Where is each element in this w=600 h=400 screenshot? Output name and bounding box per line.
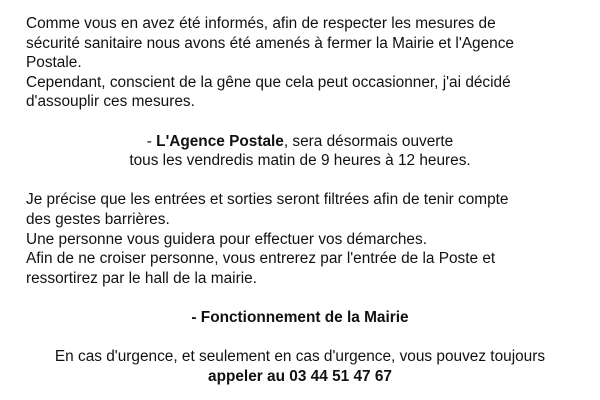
agence-hours: tous les vendredis matin de 9 heures à 12 heures.	[129, 152, 471, 170]
agence-postale-section	[26, 132, 574, 171]
details-paragraph	[26, 190, 574, 288]
urgence-section	[26, 347, 574, 386]
spacer	[26, 112, 574, 132]
details-line-3: Une personne vous guidera pour effectuer vos démarches.	[26, 230, 427, 248]
urgence-phone: appeler au 03 44 51 47 67	[208, 367, 392, 385]
agence-line	[26, 132, 574, 152]
intro-line-5: d'assouplir ces mesures.	[26, 93, 195, 111]
intro-line-2: sécurité sanitaire nous avons été amenés à fermer la Mairie et l'Agence	[26, 34, 514, 52]
spacer	[26, 171, 574, 191]
agence-name: L'Agence Postale	[156, 132, 284, 150]
details-line-1: Je précise que les entrées et sorties seront filtrées afin de tenir compte	[26, 191, 509, 209]
urgence-line-1: En cas d'urgence, et seulement en cas d'urgence, vous pouvez toujours	[54, 348, 546, 366]
intro-line-1: Comme vous en avez été informés, afin de respecter les mesures de	[26, 15, 496, 32]
agence-bullet: -	[146, 132, 157, 150]
intro-line-4: Cependant, conscient de la gêne que cela peut occasionner, j'ai décidé	[26, 73, 511, 91]
notice-document	[26, 14, 574, 386]
spacer	[26, 288, 574, 308]
intro-line-3: Postale.	[26, 54, 82, 72]
spacer	[26, 328, 574, 348]
mairie-heading: - Fonctionnement de la Mairie	[191, 308, 409, 326]
intro-paragraph	[26, 14, 574, 112]
details-line-5: ressortirez par le hall de la mairie.	[26, 269, 257, 287]
details-line-4: Afin de ne croiser personne, vous entrerez par l'entrée de la Poste et	[26, 250, 496, 268]
agence-rest: , sera désormais ouverte	[283, 132, 454, 150]
details-line-2: des gestes barrières.	[26, 210, 170, 228]
